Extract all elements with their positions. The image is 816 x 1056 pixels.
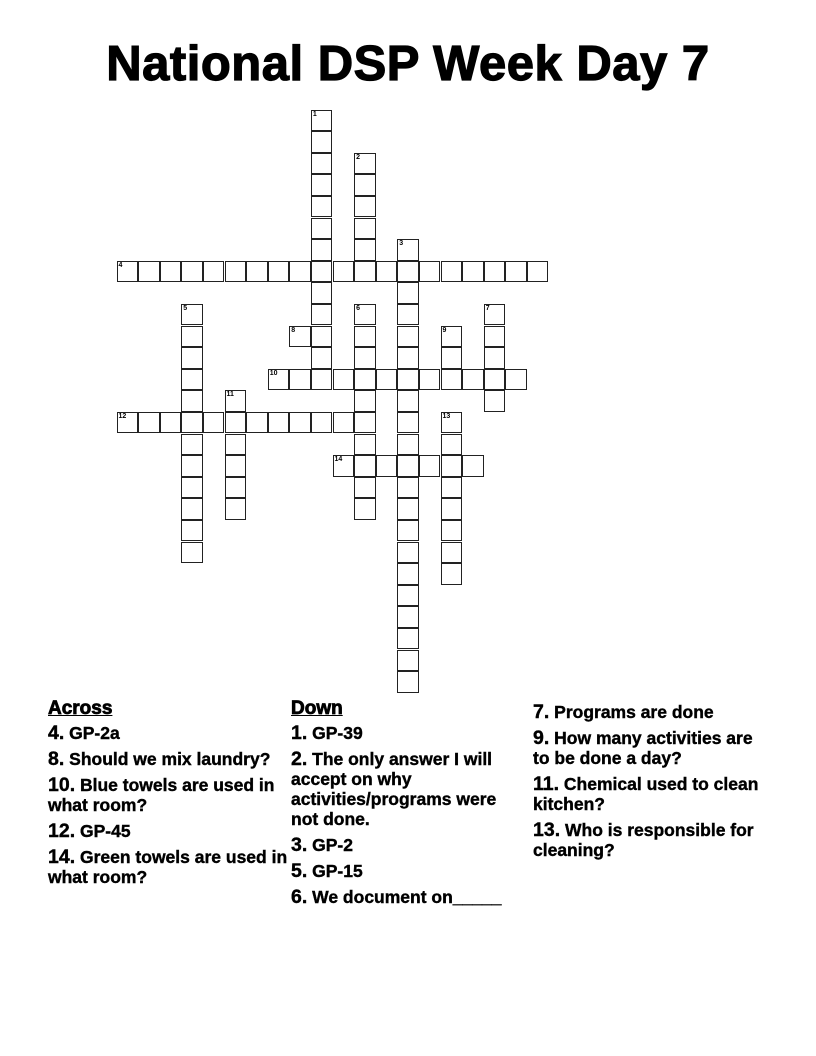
grid-cell[interactable] (225, 477, 247, 499)
clue-item (291, 887, 526, 907)
down-clues (291, 699, 526, 913)
clue-text: The only answer I will accept on why activities/programs were not done. (291, 749, 497, 829)
grid-cell[interactable] (441, 261, 463, 283)
clue-item (48, 749, 288, 769)
grid-cell[interactable] (397, 326, 419, 348)
clue-item (291, 749, 526, 829)
grid-cell[interactable] (397, 369, 419, 391)
clue-number: 5. (291, 860, 308, 882)
grid-cell[interactable] (354, 390, 376, 412)
grid-cell[interactable] (462, 369, 484, 391)
clue-number: 9. (533, 727, 550, 749)
cell-number: 4 (118, 261, 123, 269)
grid-cell[interactable] (441, 347, 463, 369)
grid-cell[interactable] (354, 153, 376, 175)
grid-cell[interactable] (441, 563, 463, 585)
grid-cell[interactable] (311, 153, 333, 175)
grid-cell[interactable] (484, 390, 506, 412)
clue-text: GP-2 (312, 835, 353, 855)
grid-cell[interactable] (117, 412, 139, 434)
grid-cell[interactable] (311, 196, 333, 218)
cell-number: 7 (485, 304, 490, 312)
grid-cell[interactable] (484, 326, 506, 348)
grid-cell[interactable] (181, 498, 203, 520)
clue-number: 4. (48, 722, 65, 744)
clue-number: 11. (533, 773, 560, 795)
clue-text: How many activities are to be done a day? (533, 728, 753, 768)
grid-cell[interactable] (419, 369, 441, 391)
clue-number: 12. (48, 820, 76, 842)
clue-item (48, 775, 288, 815)
grid-cell[interactable] (354, 477, 376, 499)
grid-cell[interactable] (354, 196, 376, 218)
grid-cell[interactable] (268, 369, 290, 391)
grid-cell[interactable] (354, 347, 376, 369)
grid-cell[interactable] (397, 455, 419, 477)
grid-cell[interactable] (289, 412, 311, 434)
grid-cell[interactable] (397, 563, 419, 585)
grid-cell[interactable] (441, 369, 463, 391)
cell-number: 6 (356, 304, 360, 312)
cell-number: 2 (356, 153, 360, 161)
down-heading: Down (291, 698, 343, 719)
grid-cell[interactable] (160, 261, 182, 283)
grid-cell[interactable] (419, 261, 441, 283)
grid-cell[interactable] (484, 261, 506, 283)
across-heading: Across (48, 698, 113, 719)
clue-number: 7. (533, 701, 550, 723)
grid-cell[interactable] (138, 261, 160, 283)
grid-cell[interactable] (268, 412, 290, 434)
grid-cell[interactable] (397, 282, 419, 304)
cell-number: 12 (118, 412, 127, 420)
grid-cell[interactable] (354, 218, 376, 240)
clue-item (48, 847, 288, 887)
clue-text: Programs are done (554, 702, 714, 722)
grid-cell[interactable] (181, 390, 203, 412)
grid-cell[interactable] (246, 412, 268, 434)
grid-cell[interactable] (462, 261, 484, 283)
down-clues-continued (533, 702, 768, 866)
grid-cell[interactable] (527, 261, 549, 283)
cell-number: 14 (334, 456, 343, 464)
grid-cell[interactable] (354, 261, 376, 283)
grid-cell[interactable] (181, 434, 203, 456)
grid-cell[interactable] (138, 412, 160, 434)
grid-cell[interactable] (354, 239, 376, 261)
grid-cell[interactable] (225, 261, 247, 283)
grid-cell[interactable] (484, 369, 506, 391)
grid-cell[interactable] (397, 434, 419, 456)
grid-cell[interactable] (311, 412, 333, 434)
page-title: National DSP Week Day 7 (106, 37, 710, 91)
grid-cell[interactable] (354, 326, 376, 348)
grid-cell[interactable] (289, 261, 311, 283)
grid-cell[interactable] (181, 369, 203, 391)
clue-item (291, 861, 526, 881)
grid-cell[interactable] (354, 455, 376, 477)
grid-cell[interactable] (462, 455, 484, 477)
grid-cell[interactable] (311, 218, 333, 240)
clue-number: 14. (48, 846, 76, 868)
grid-cell[interactable] (333, 261, 355, 283)
grid-cell[interactable] (311, 174, 333, 196)
grid-cell[interactable] (397, 347, 419, 369)
grid-cell[interactable] (441, 520, 463, 542)
cell-number: 9 (442, 326, 447, 334)
clue-text: Who is responsible for cleaning? (533, 820, 754, 860)
grid-cell[interactable] (289, 326, 311, 348)
cell-number: 1 (312, 110, 317, 118)
cell-number: 5 (183, 304, 188, 312)
cell-number: 10 (269, 369, 278, 377)
clue-text: GP-45 (79, 821, 131, 841)
grid-cell[interactable] (441, 455, 463, 477)
grid-cell[interactable] (311, 326, 333, 348)
grid-cell[interactable] (333, 369, 355, 391)
grid-cell[interactable] (397, 585, 419, 607)
clue-text: Should we mix laundry? (69, 749, 271, 769)
grid-cell[interactable] (354, 174, 376, 196)
grid-cell[interactable] (225, 434, 247, 456)
clue-item (533, 728, 768, 768)
clue-number: 8. (48, 748, 65, 770)
grid-cell[interactable] (311, 261, 333, 283)
clue-item (533, 702, 768, 722)
grid-cell[interactable] (311, 239, 333, 261)
grid-cell[interactable] (441, 477, 463, 499)
grid-cell[interactable] (311, 347, 333, 369)
grid-cell[interactable] (289, 369, 311, 391)
clue-number: 2. (291, 748, 308, 770)
grid-cell[interactable] (397, 261, 419, 283)
grid-cell[interactable] (311, 110, 333, 132)
grid-cell[interactable] (225, 455, 247, 477)
grid-cell[interactable] (419, 455, 441, 477)
clue-item (48, 821, 288, 841)
cell-number: 11 (226, 391, 234, 399)
grid-cell[interactable] (354, 369, 376, 391)
cell-number: 3 (399, 240, 404, 248)
clue-item (291, 835, 526, 855)
clue-text: We document on_____ (312, 887, 502, 907)
grid-cell[interactable] (397, 239, 419, 261)
grid-cell[interactable] (225, 390, 247, 412)
clue-text: Blue towels are used in what room? (48, 775, 275, 815)
grid-cell[interactable] (397, 542, 419, 564)
grid-cell[interactable] (311, 131, 333, 153)
clue-number: 6. (291, 886, 308, 908)
grid-cell[interactable] (441, 498, 463, 520)
grid-cell[interactable] (484, 304, 506, 326)
grid-cell[interactable] (397, 412, 419, 434)
clue-number: 10. (48, 774, 76, 796)
grid-cell[interactable] (311, 282, 333, 304)
grid-cell[interactable] (225, 498, 247, 520)
clue-number: 3. (291, 834, 308, 856)
grid-cell[interactable] (181, 261, 203, 283)
grid-cell[interactable] (397, 606, 419, 628)
clue-item (48, 723, 288, 743)
clue-item (291, 723, 526, 743)
clue-text: Green towels are used in what room? (48, 847, 288, 887)
grid-cell[interactable] (268, 261, 290, 283)
grid-cell[interactable] (397, 520, 419, 542)
grid-cell[interactable] (441, 434, 463, 456)
clue-text: GP-15 (312, 861, 363, 881)
grid-cell[interactable] (397, 304, 419, 326)
grid-cell[interactable] (181, 326, 203, 348)
grid-cell[interactable] (505, 369, 527, 391)
grid-cell[interactable] (397, 671, 419, 693)
grid-cell[interactable] (354, 412, 376, 434)
grid-cell[interactable] (225, 412, 247, 434)
grid-cell[interactable] (181, 412, 203, 434)
grid-cell[interactable] (505, 261, 527, 283)
clue-number: 13. (533, 819, 561, 841)
grid-cell[interactable] (354, 304, 376, 326)
clue-text: GP-2a (69, 723, 120, 743)
grid-cell[interactable] (354, 434, 376, 456)
grid-cell[interactable] (181, 542, 203, 564)
clue-item (533, 820, 768, 860)
grid-cell[interactable] (441, 542, 463, 564)
grid-cell[interactable] (203, 261, 225, 283)
grid-cell[interactable] (181, 455, 203, 477)
across-clues (48, 699, 288, 893)
grid-cell[interactable] (117, 261, 139, 283)
clue-text: GP-39 (312, 723, 363, 743)
grid-cell[interactable] (441, 326, 463, 348)
grid-cell[interactable] (181, 347, 203, 369)
grid-cell[interactable] (397, 650, 419, 672)
grid-cell[interactable] (246, 261, 268, 283)
grid-cell[interactable] (311, 369, 333, 391)
grid-cell[interactable] (376, 261, 398, 283)
grid-cell[interactable] (376, 369, 398, 391)
grid-cell[interactable] (181, 477, 203, 499)
clue-text: Chemical used to clean kitchen? (533, 774, 759, 814)
grid-cell[interactable] (397, 628, 419, 650)
cell-number: 13 (442, 412, 451, 420)
grid-cell[interactable] (311, 304, 333, 326)
grid-cell[interactable] (160, 412, 182, 434)
grid-cell[interactable] (376, 455, 398, 477)
grid-cell[interactable] (397, 498, 419, 520)
grid-cell[interactable] (181, 304, 203, 326)
cell-number: 8 (291, 326, 296, 334)
grid-cell[interactable] (397, 477, 419, 499)
grid-cell[interactable] (354, 498, 376, 520)
grid-cell[interactable] (397, 390, 419, 412)
grid-cell[interactable] (181, 520, 203, 542)
clue-item (533, 774, 768, 814)
grid-cell[interactable] (484, 347, 506, 369)
grid-cell[interactable] (203, 412, 225, 434)
clue-number: 1. (291, 722, 308, 744)
grid-cell[interactable] (333, 455, 355, 477)
grid-cell[interactable] (441, 412, 463, 434)
grid-cell[interactable] (333, 412, 355, 434)
